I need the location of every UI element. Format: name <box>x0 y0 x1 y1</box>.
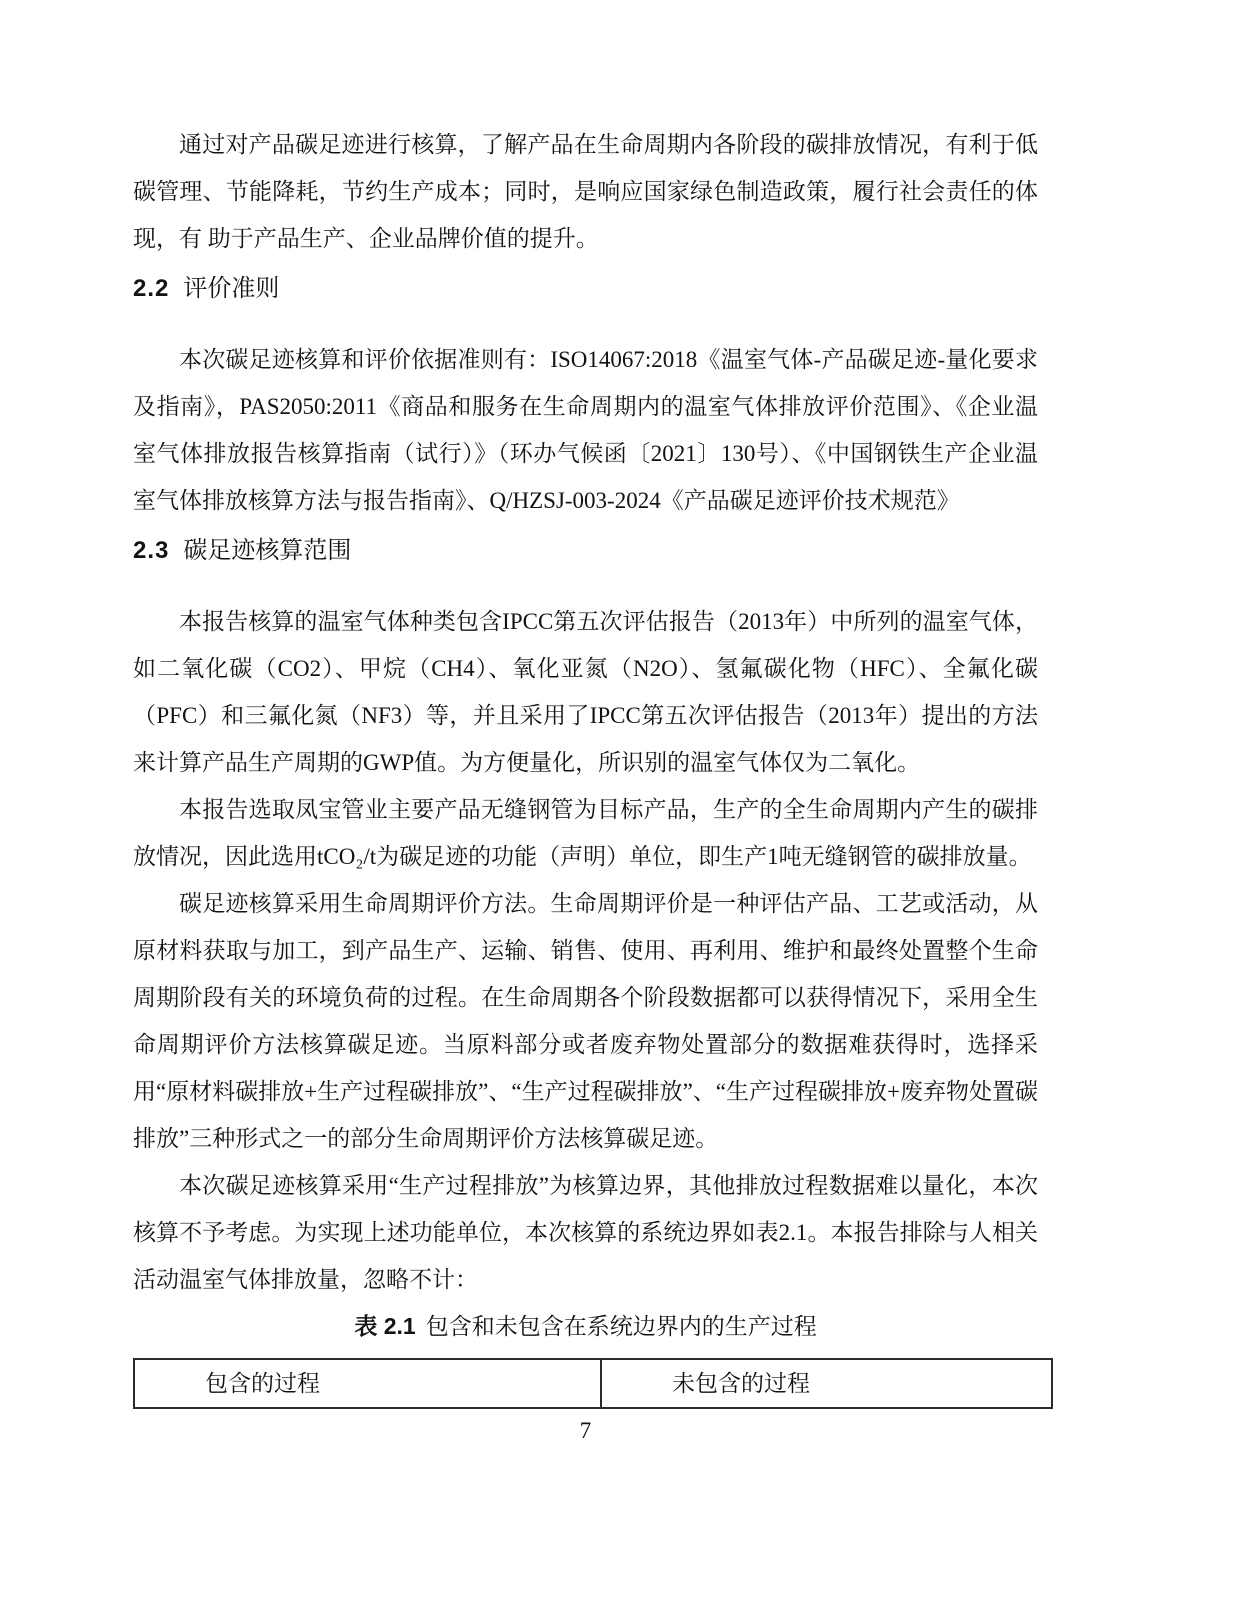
lca-method-paragraph: 碳足迹核算采用生命周期评价方法。生命周期评价是一种评估产品、工艺或活动，从原材料获取与加工，到产品生产、运输、销售、使用、再利用、维护和最终处置整个生命周期阶段有关的环境负荷的过程。在生命周期各个阶段数据都可以获得情况下，采用全生命周期评价方法核算碳足迹。当原料部分或者废弃物处置部分的数据难获得时，选择采用“原材料碳排放+生产过程碳排放”、“生产过程碳排放”、“生产过程碳排放+废弃物处置碳排放”三种形式之一的部分生命周期评价方法核算碳足迹。 <box>133 891 1038 1151</box>
section-heading-2-2 <box>133 265 1038 313</box>
table-caption <box>133 1303 1038 1350</box>
gases-paragraph: 本报告核算的温室气体种类包含IPCC第五次评估报告（2013年）中所列的温室气体，如二氧化碳（CO2）、甲烷（CH4）、氧化亚氮（N2O）、氢氟碳化物（HFC）、全氟化碳（PFC）和三氟化氮（NF3）等，并且采用了IPCC第五次评估报告（2013年）提出的方法来计算产品生产周期的GWP值。为方便量化，所识别的温室气体仅为二氧化。 <box>133 609 1038 775</box>
criteria-paragraph: 本次碳足迹核算和评价依据准则有：ISO14067:2018《温室气体-产品碳足迹-量化要求及指南》，PAS2050:2011《商品和服务在生命周期内的温室气体排放评价范围》、《企业温室气体排放报告核算指南（试行）》（环办气候函〔2021〕130号）、《中国钢铁生产企业温室气体排放核算方法与报告指南》、Q/HZSJ-003-2024《产品碳足迹评价技术规范》 <box>133 347 1038 513</box>
page-number: 7 <box>579 1418 592 1443</box>
section-number: 2.2 <box>133 275 170 302</box>
table-header-excluded: 未包含的过程 <box>601 1359 1052 1408</box>
table-header-included: 包含的过程 <box>134 1359 601 1408</box>
page-content <box>133 0 1038 1446</box>
section-title: 碳足迹核算范围 <box>183 538 352 564</box>
table-header-row <box>134 1359 1052 1408</box>
product-paragraph: 本报告选取凤宝管业主要产品无缝钢管为目标产品，生产的全生命周期内产生的碳排放情况，因此选用tCO₂/t为碳足迹的功能（声明）单位，即生产1吨无缝钢管的碳排放量。 <box>133 797 1038 869</box>
section-heading-2-3 <box>133 527 1038 575</box>
system-boundary-table <box>133 1358 1053 1409</box>
table-caption-label: 表 2.1 <box>354 1313 416 1339</box>
boundary-paragraph: 本次碳足迹核算采用“生产过程排放”为核算边界，其他排放过程数据难以量化，本次核算不予考虑。为实现上述功能单位，本次核算的系统边界如表2.1。本报告排除与人相关活动温室气体排放量，忽略不计： <box>133 1173 1038 1292</box>
section-title: 评价准则 <box>183 276 280 302</box>
table-caption-text: 包含和未包含在系统边界内的生产过程 <box>425 1314 817 1339</box>
section-number: 2.3 <box>133 537 170 564</box>
intro-paragraph: 通过对产品碳足迹进行核算，了解产品在生命周期内各阶段的碳排放情况，有利于低碳管理、节能降耗，节约生产成本；同时，是响应国家绿色制造政策，履行社会责任的体现，有 助于产品生产、企业品牌价值的提升。 <box>133 132 1038 251</box>
